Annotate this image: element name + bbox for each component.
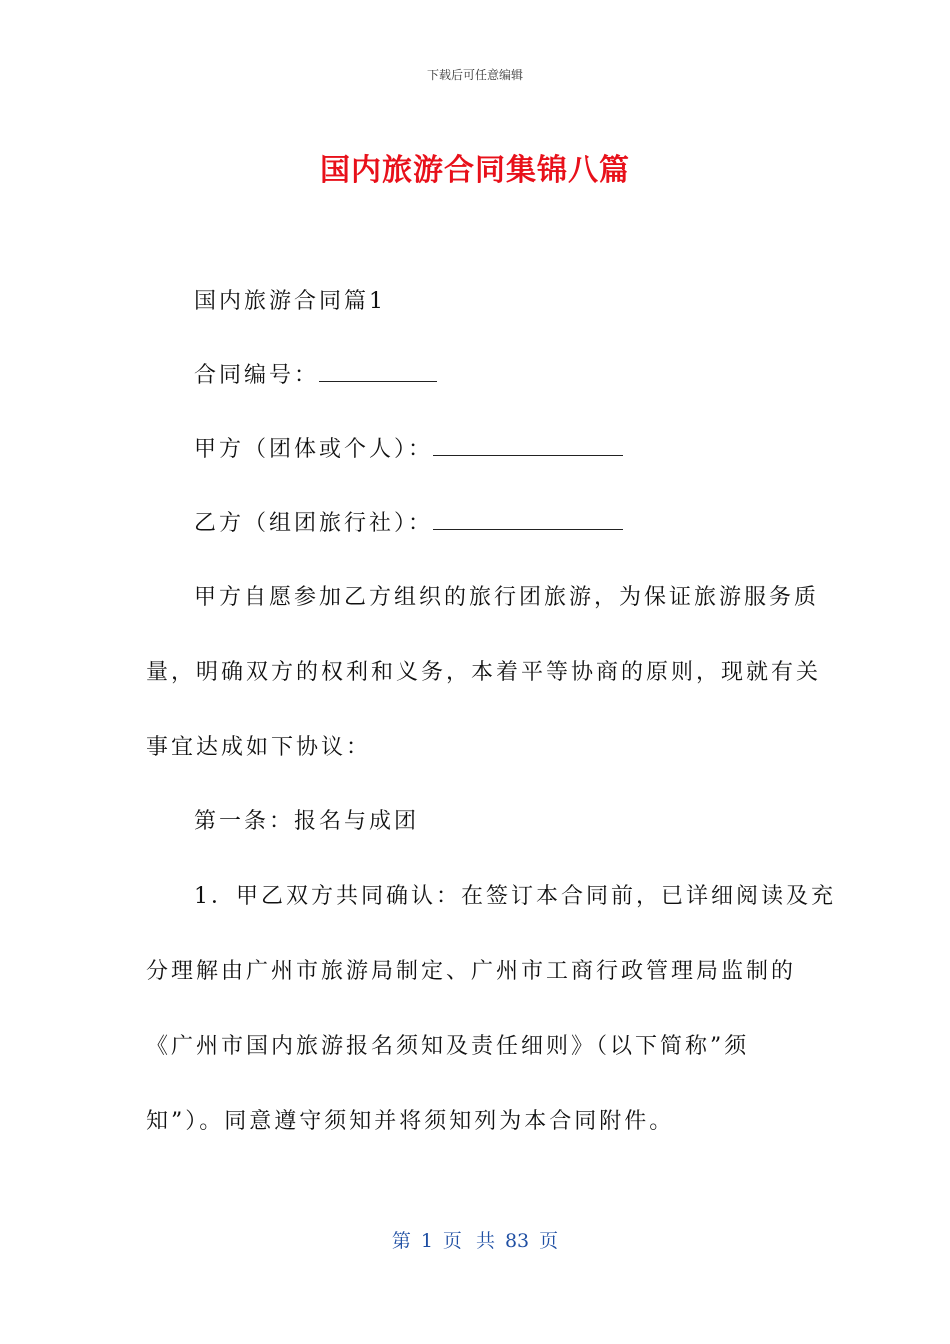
document-title: 国内旅游合同集锦八篇 (320, 153, 630, 188)
party-a-label: 甲方（团体或个人）： (194, 437, 434, 462)
page-footer (0, 1226, 950, 1253)
article-1-heading: 第一条：报名与成团 (194, 809, 420, 834)
intro-line-1: 甲方自愿参加乙方组织的旅行团旅游，为保证旅游服务质 (194, 585, 820, 610)
clause-1-line-4: 知”）。同意遵守须知并将须知列为本合同附件。 (146, 1109, 675, 1134)
party-a-blank (433, 435, 623, 456)
party-b-label: 乙方（组团旅行社）： (194, 511, 434, 536)
party-b-blank (433, 509, 623, 530)
intro-line-2: 量，明确双方的权利和义务，本着平等协商的原则，现就有关 (146, 660, 822, 685)
contract-number-label: 合同编号： (194, 363, 320, 388)
clause-1-line-2: 分理解由广州市旅游局制定、广州市工商行政管理局监制的 (146, 959, 797, 984)
footer-middle: 页 共 (442, 1230, 495, 1252)
clause-1-line-3: 《广州市国内旅游报名须知及责任细则》（以下简称”须 (146, 1034, 750, 1059)
party-b-line (194, 506, 854, 537)
footer-suffix: 页 (539, 1230, 559, 1252)
party-a-line (194, 432, 854, 463)
footer-total-pages: 83 (504, 1230, 530, 1252)
footer-prefix: 第 (391, 1230, 411, 1252)
header-note: 下载后可任意编辑 (426, 68, 523, 82)
footer-page-number: 1 (420, 1230, 433, 1252)
section-heading: 国内旅游合同篇1 (194, 289, 386, 314)
contract-number-line (194, 358, 854, 389)
clause-1-line-1: 1．甲乙双方共同确认：在签订本合同前，已详细阅读及充 (194, 884, 836, 909)
contract-number-blank (319, 361, 437, 382)
intro-line-3: 事宜达成如下协议： (146, 735, 372, 760)
